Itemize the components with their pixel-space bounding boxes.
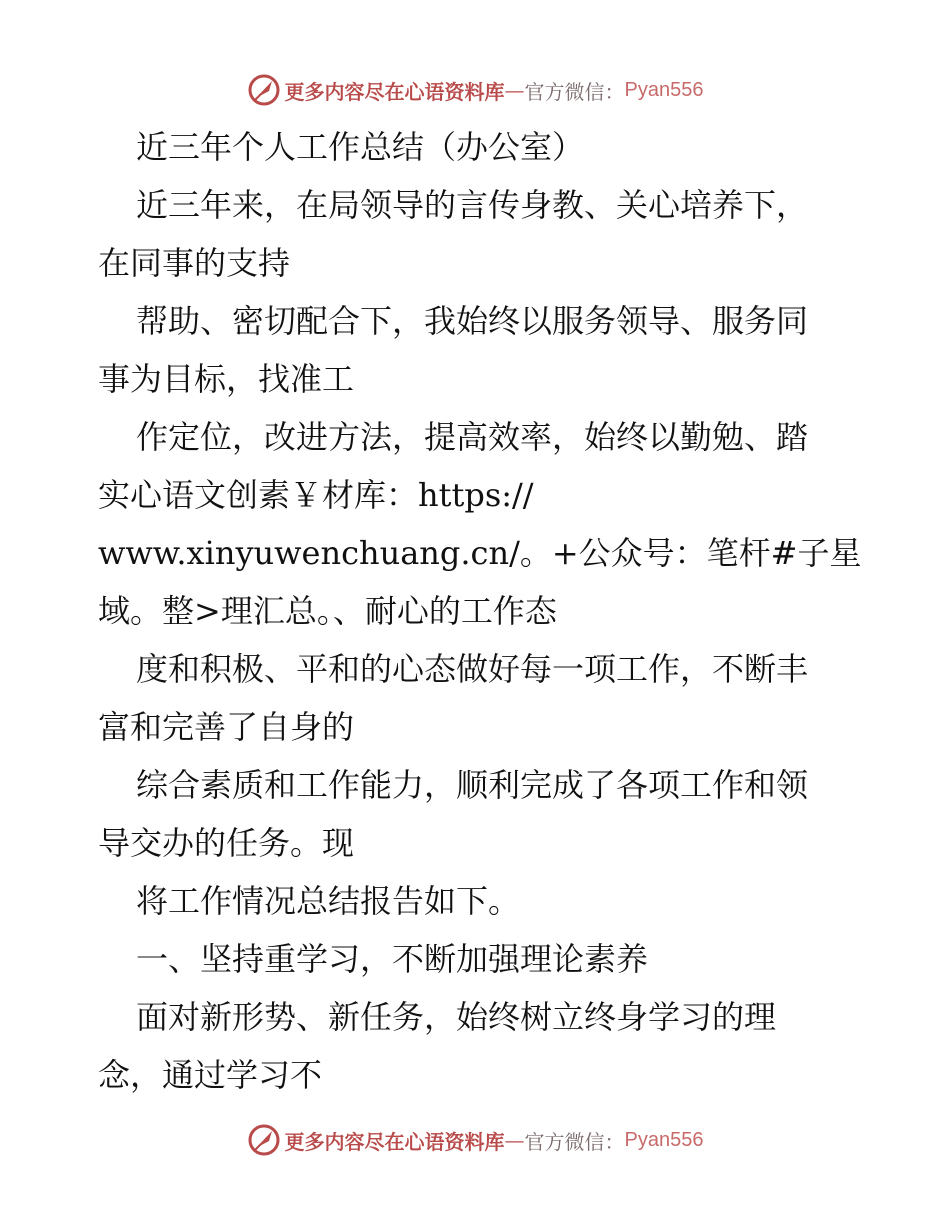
banner-main-text: 更多内容尽在心语资料库 — [284, 79, 505, 104]
banner-label: 官方微信： — [524, 1129, 625, 1154]
quill-logo-icon — [247, 1123, 281, 1157]
text-line: 作定位，改进方法，提高效率，始终以勤勉、踏 — [136, 418, 809, 456]
banner-dash: — — [504, 1128, 525, 1152]
banner-label: 官方微信： — [524, 79, 625, 104]
footer-banner — [0, 1120, 950, 1160]
text-line: 富和完善了自身的 — [98, 708, 355, 746]
quill-logo-icon — [247, 73, 281, 107]
text-line: 度和积极、平和的心态做好每一项工作，不断丰 — [136, 650, 809, 688]
text-line: www.xinyuwenchuang.cn/。+公众号：笔杆#子星 — [98, 534, 862, 572]
banner-wechat-id: Pyan556 — [624, 78, 704, 101]
text-line: 在同事的支持 — [98, 244, 291, 282]
banner-wechat-id: Pyan556 — [624, 1128, 704, 1151]
text-line: 将工作情况总结报告如下。 — [136, 882, 521, 920]
header-banner — [0, 70, 950, 110]
text-line: 实心语文创素￥材库：https:// — [98, 476, 534, 514]
text-line: 帮助、密切配合下，我始终以服务领导、服务同 — [136, 302, 809, 340]
text-line: 念，通过学习不 — [98, 1056, 323, 1094]
document-body — [98, 118, 862, 1104]
section-heading: 一、坚持重学习，不断加强理论素养 — [136, 940, 649, 978]
text-line: 域。整>理汇总。、耐心的工作态 — [98, 592, 557, 630]
text-line: 近三年来，在局领导的言传身教、关心培养下， — [136, 186, 809, 224]
text-line: 导交办的任务。现 — [98, 824, 355, 862]
text-line: 面对新形势、新任务，始终树立终身学习的理 — [136, 998, 777, 1036]
banner-dash: — — [504, 78, 525, 102]
text-line: 综合素质和工作能力，顺利完成了各项工作和领 — [136, 766, 809, 804]
banner-main-text: 更多内容尽在心语资料库 — [284, 1129, 505, 1154]
text-line: 事为目标，找准工 — [98, 360, 355, 398]
document-title: 近三年个人工作总结（办公室） — [136, 128, 585, 166]
